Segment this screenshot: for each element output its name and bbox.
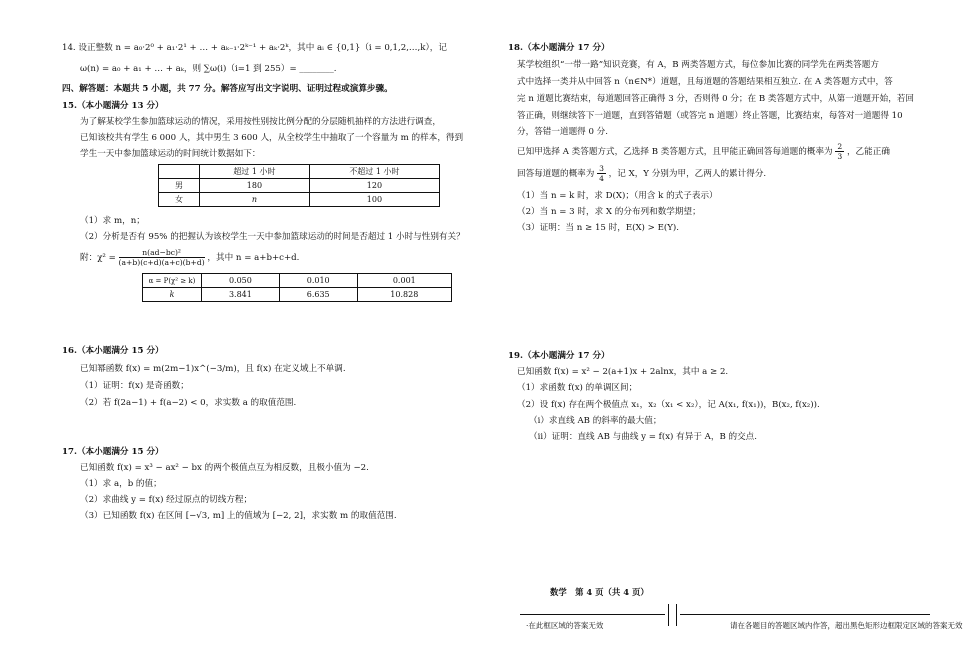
q18-s3: （3）证明：当 n ≥ 15 时，E(X) > E(Y). [517, 223, 679, 233]
q15-crit-cell: 0.050 [202, 274, 280, 288]
q15-formula-num: n(ad−bc)² [119, 248, 205, 258]
q15-crit-cell: 10.828 [357, 288, 451, 302]
q15-formula-prefix: 附：χ² = [80, 253, 116, 263]
q15-table-header-0 [159, 165, 200, 179]
q15-p1: 为了解某校学生参加篮球运动的情况，采用按性别按比例分配的分层随机抽样的方法进行调查， [80, 117, 441, 127]
footer-divider-left [520, 614, 665, 615]
q15-table-cell: 女 [159, 193, 200, 207]
q15-formula-den: (a+b)(c+d)(a+c)(b+d) [118, 258, 205, 267]
q19-title: 19.（本小题满分 17 分） [508, 351, 610, 361]
q15-crit-cell: 6.635 [279, 288, 357, 302]
q15-table-header-2: 不超过 1 小时 [309, 165, 439, 179]
q17-title: 17.（本小题满分 15 分） [62, 447, 164, 457]
q18-p6-text-a: 已知甲选择 A 类答题方式，乙选择 B 类答题方式，且甲能正确回答每道题的概率为 [517, 147, 833, 157]
q15-title: 15.（本小题满分 13 分） [62, 101, 164, 111]
q19-s2: （2）设 f(x) 存在两个极值点 x₁，x₂（x₁ < x₂），记 A(x₁, f(x₁))，B(x₂, f(x₂)). [517, 400, 820, 410]
q17-s2: （2）求曲线 y = f(x) 经过原点的切线方程； [80, 495, 253, 505]
q18-p7-frac-num: 3 [599, 164, 604, 173]
q19-s2ii: （ii）证明：直线 AB 与曲线 y = f(x) 有异于 A，B 的交点. [529, 432, 758, 442]
q16-s2: （2）若 f(2a−1) + f(a−2) < 0，求实数 a 的取值范围. [80, 398, 297, 408]
q16-s1: （1）证明：f(x) 是奇函数； [80, 381, 189, 391]
q15-table-cell: 100 [309, 193, 439, 207]
q15-formula [80, 248, 299, 268]
q18-p7-fraction [597, 164, 606, 183]
q15-table-cell: 男 [159, 179, 200, 193]
q16-title: 16.（本小题满分 15 分） [62, 346, 164, 356]
q19-s1: （1）求函数 f(x) 的单调区间； [517, 383, 638, 393]
q15-p3: 学生一天中参加篮球运动的时间统计数据如下： [80, 149, 261, 159]
q15-table-cell: 120 [309, 179, 439, 193]
bracket-right [676, 604, 677, 626]
q14-line1: 14. 设正整数 n = a₀·2⁰ + a₁·2¹ + … + aₖ₋₁·2ᵏ⁻¹ + aₖ·2ᵏ，其中 aᵢ ∈ {0,1}（i = 0,1,2,…,k），记 [62, 43, 447, 53]
q15-crit-cell: 3.841 [202, 288, 280, 302]
q18-p7 [517, 164, 766, 184]
q18-p3: 完 n 道题比赛结束，每道题回答正确得 3 分，否则得 0 分；在 B 类答题方式中，从第一道题开始，若回 [517, 94, 914, 104]
q18-p7-text-b: ，记 X，Y 分别为甲，乙两人的累计得分. [608, 169, 767, 179]
q18-s2: （2）当 n = 3 时，求 X 的分布列和数学期望； [517, 207, 701, 217]
q15-table-cell: n [200, 193, 310, 207]
q14-line2: ω(n) = a₀ + a₁ + … + aₖ，则 ∑ω(i)（i=1 到 255）= ________. [80, 64, 337, 74]
q15-crit-cell: k [143, 288, 202, 302]
q19-s2i: （i）求直线 AB 的斜率的最大值； [529, 416, 662, 426]
section4-heading: 四、解答题：本题共 5 小题，共 77 分。解答应写出文字说明、证明过程或演算步骤。 [62, 84, 393, 94]
page-label: 数学 第 4 页（共 4 页） [550, 587, 649, 597]
q18-title: 18.（本小题满分 17 分） [508, 43, 610, 53]
q18-p4: 答正确，则继续答下一道题，直到答错题（或答完 n 道题）终止答题，比赛结束，每答对一道题得 10 [517, 111, 903, 121]
footer-left-note: ·在此框区域的答案无效 [526, 621, 604, 630]
q15-critical-table [142, 273, 452, 302]
q18-p6 [517, 142, 890, 162]
q18-p6-frac-den: 3 [837, 152, 843, 161]
q15-s2: （2）分析是否有 95% 的把握认为该校学生一天中参加篮球运动的时间是否超过 1 小时与性别有关？ [80, 232, 465, 242]
q18-p2: 式中选择一类并从中回答 n（n∈N*）道题，且每道题的答题结果相互独立. 在 A 类答题方式中，答 [517, 77, 893, 87]
q15-table-header-1: 超过 1 小时 [200, 165, 310, 179]
q15-p2: 已知该校共有学生 6 000 人，其中男生 3 600 人，从全校学生中抽取了一个容量为 m 的样本，得到 [80, 133, 464, 143]
q17-s3: （3）已知函数 f(x) 在区间 [−√3, m] 上的值域为 [−2, 2]，求实数 m 的取值范围. [80, 511, 397, 521]
q15-table-cell: 180 [200, 179, 310, 193]
q18-p5: 分，答错一道题得 0 分. [517, 127, 609, 137]
q15-s1: （1）求 m，n； [80, 216, 145, 226]
footer-right-note: 请在各题目的答题区域内作答，超出黑色矩形边框限定区域的答案无效 [730, 621, 963, 630]
q18-p6-fraction [835, 142, 844, 161]
q18-p6-text-b: ，乙能正确 [846, 147, 890, 157]
q15-crit-cell: α = P(χ² ≥ k) [143, 274, 202, 288]
q18-p6-frac-num: 2 [837, 142, 843, 151]
q15-formula-suffix: ，其中 n = a+b+c+d. [207, 253, 300, 263]
bracket-left [668, 604, 669, 626]
q15-crit-cell: 0.001 [357, 274, 451, 288]
q16-p1: 已知幂函数 f(x) = m(2m−1)x^(−3/m)，且 f(x) 在定义域上不单调. [80, 364, 346, 374]
q17-s1: （1）求 a，b 的值； [80, 479, 162, 489]
q18-p7-frac-den: 4 [599, 174, 604, 183]
q15-table [158, 164, 440, 207]
q18-p1: 某学校组织“一带一路”知识竞赛，有 A，B 两类答题方式，每位参加比赛的同学先在两类答题方 [517, 60, 879, 70]
q17-p1: 已知函数 f(x) = x³ − ax² − bx 的两个极值点互为相反数，且极小值为 −2. [80, 463, 369, 473]
q19-p1: 已知函数 f(x) = x² − 2(a+1)x + 2alnx，其中 a ≥ 2. [517, 367, 729, 377]
q18-p7-text-a: 回答每道题的概率为 [517, 169, 595, 179]
footer-divider-right [680, 614, 930, 615]
q15-crit-cell: 0.010 [279, 274, 357, 288]
q15-formula-fraction [119, 248, 205, 267]
q18-s1: （1）当 n = k 时，求 D(X)；（用含 k 的式子表示） [517, 191, 718, 201]
